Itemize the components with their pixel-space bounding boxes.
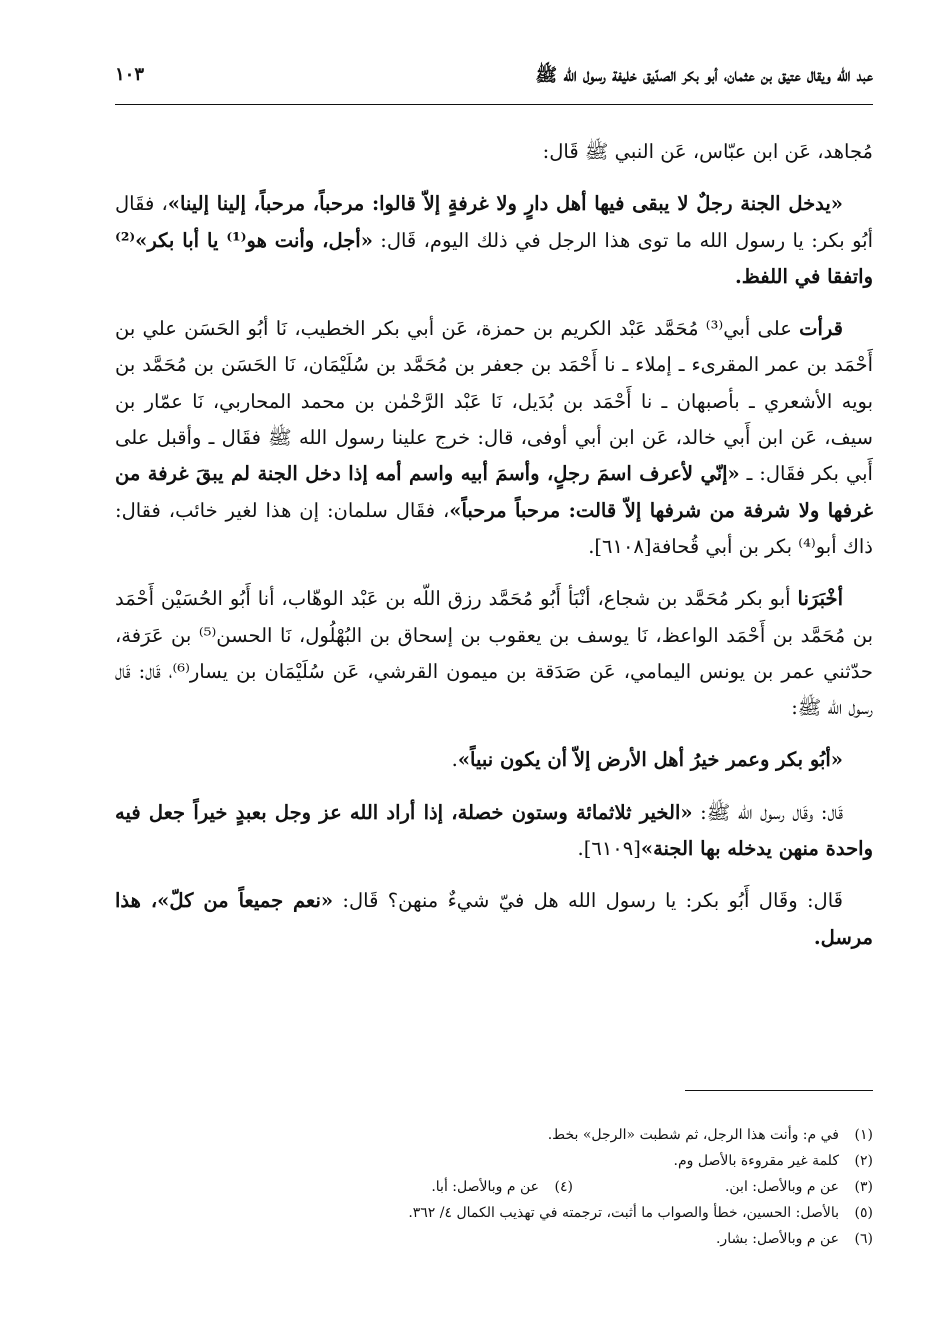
footnote-number: (٥) (854, 1205, 873, 1221)
footnote-number: (٢) (854, 1153, 873, 1169)
paragraph-7-end: ، هذا مرسل. (115, 889, 873, 949)
paragraph-6 (115, 795, 873, 868)
footnote-text: عن م وبالأصل: ابن. (724, 1179, 839, 1195)
paragraph-7 (115, 883, 873, 956)
footnote-text: في م: وأنت هذا الرجل، ثم شطبت «الرجل» بخط. (547, 1127, 839, 1143)
paragraph-4 (115, 581, 873, 726)
footnotes (115, 1122, 873, 1252)
paragraph-5 (115, 742, 873, 778)
paragraph-3-period: . (588, 534, 595, 558)
footnote-number: (٤) (554, 1179, 573, 1195)
hadith-quote: «إنّي لأعرف اسمَ رجلٍ، وأسمَ أبيه واسم أمه إذا دخل الجنة لم يبقَ غرفة من غرفها ولا شرفة من شرفها إلاّ قالت: مرحباً مرحباً» (115, 462, 874, 522)
footnote-text: بالأصل: الحسين، خطأ والصواب ما أثبت، ترجمته في تهذيب الكمال ٤/ ٣٦٢. (408, 1205, 839, 1221)
hadith-reference-number: [٦١٠٩] (583, 837, 641, 861)
hadith-quote: «الخير ثلاثمائة وستون خصلة، إذا أراد الله عز وجل بعبدٍ خيراً جعل فيه واحدة منهن يدخله بها الجنة» (115, 800, 873, 861)
footnote-text: عن م وبالأصل: بشار. (715, 1231, 839, 1247)
footnote-text: كلمة غير مقروءة بالأصل وم. (673, 1153, 839, 1169)
running-title: عبد الله ويقال عتيق بن عثمان، أبو بكر الصدّيق خليفة رسول الله ﷺ (535, 65, 873, 86)
footnote-divider (685, 1090, 873, 1091)
paragraph-2-end: واتفقا في اللفظ. (734, 264, 873, 288)
hadith-quote: «أبُو بكر وعمر خيرُ أهل الأرض إلاّ أن يكون نبياً» (457, 748, 843, 772)
paragraph-4-text: أبو بكر مُحَمَّد بن شجاع، أنْبَأ أَبُو مُحَمَّد رزق اللّه بن عَبْد الوهّاب، أنا أَبُو الحُسَيْن أَحْمَد بن مُحَمَّد بن أَحْمَد الواعظ، نَا يوسف بن يعقوب بن إسحاق بن البُهْلُول، نَا الحسن⁽⁵⁾ بن عَرَفة، حدّثني عمر بن يونس اليمامي، عَن صَدَقة بن ميمون القرشي، عَن سُلَيْمَان بن يسار⁽⁶⁾، قَال: قَال رسول الله ﷺ: (115, 587, 874, 720)
paragraph-6-period: . (577, 837, 584, 861)
paragraph-5-period: . (451, 748, 458, 772)
paragraph-6-text: قَال: وقَال رسول الله ﷺ: (692, 800, 843, 824)
paragraph-3-text: على أبي⁽³⁾ مُحَمَّد عَبْد الكريم بن حمزة، عَن أبي بكر الخطيب، نَا أبُو الحَسَن علي بن أَحْمَد بن عمر المقرىء ـ إملاء ـ نا أَحْمَد بن جعفر بن مُحَمَّد بن سُلَيْمَان، نَا الحَسَن بن مُحَمَّد بن بويه الأشعري ـ بأصبهان ـ نا أَحْمَد بن بُدَيل، نَا عَبْد الرَّحْمٰن بن محمد المحاربي، نَا عمّار بن سيف، عَن ابن أَبي خالد، عَن ابن أبي أوفى، قال: خرج علينا رسول الله ﷺ فقَال ـ وأقبل على أَبي بكر فقَال: ـ (115, 317, 873, 486)
paragraph-1 (115, 134, 873, 170)
paragraph-1-text: مُجاهد، عَن ابن عبّاس، عَن النبي ﷺ قَال: (542, 140, 873, 163)
main-text (115, 134, 873, 972)
hadith-quote: «يدخل الجنة رجلٌ لا يبقى فيها أهل دارٍ ولا غرفةٍ إلاّ قالوا: مرحباً، مرحباً، إلينا إلينا» (167, 192, 843, 216)
page-number: ١٠٣ (115, 64, 145, 85)
footnote-number: (٣) (854, 1179, 873, 1195)
footnote (115, 1148, 873, 1174)
paragraph-3 (115, 311, 873, 565)
footnote-number: (١) (854, 1127, 873, 1143)
footnote (115, 1200, 873, 1226)
footnote (115, 1226, 873, 1252)
paragraph-3-text-end: ، فقَال سلمان: إن هذا لغير خائب، فقال: ذاك أبو⁽⁴⁾ بكر بن أبي قُحافة (115, 498, 873, 558)
footnote-row (115, 1174, 873, 1200)
hadith-reference-number: [٦١٠٨] (594, 534, 652, 558)
isnad-lead-word: قرأت (799, 317, 843, 341)
paragraph-2 (115, 186, 873, 295)
paragraph-2-text: ، فقَال أبُو بكر: يا رسول الله ما توى هذا الرجل في ذلك اليوم، قَال: (115, 192, 874, 252)
footnote-number: (٦) (854, 1231, 873, 1247)
hadith-quote: «نعم جميعاً من كلّ» (157, 889, 334, 913)
isnad-lead-word: أخْبَرَنا (797, 587, 844, 611)
footnote (273, 1174, 573, 1200)
footnote-text: عن م وبالأصل: أبا. (431, 1179, 539, 1195)
footnote (573, 1174, 873, 1200)
paragraph-7-text: قَال: وقَال أَبُو بكر: يا رسول الله هل فيّ شيءٌ منهن؟ قَال: (333, 889, 843, 913)
page-header (115, 60, 873, 105)
hadith-quote: «أجل، وأنت هو⁽¹⁾ يا أبا بكر»⁽²⁾ (115, 228, 373, 252)
footnote (115, 1122, 873, 1148)
